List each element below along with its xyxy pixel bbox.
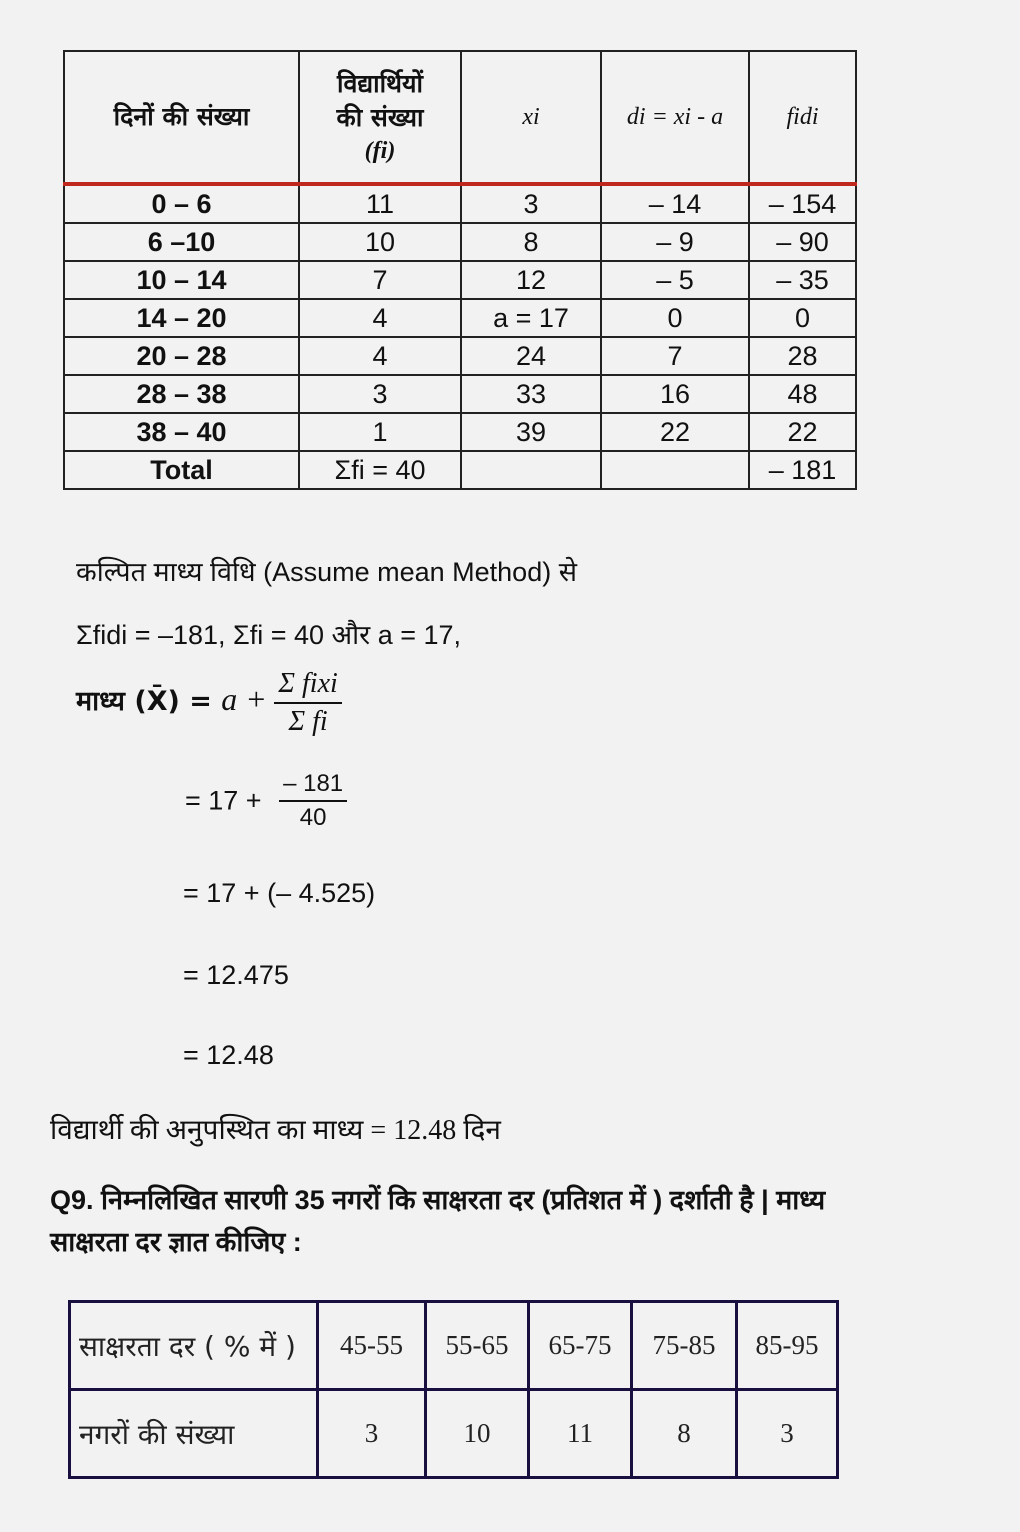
cell-total-di: [601, 451, 749, 489]
cell-xi: 3: [461, 184, 601, 223]
cell-range: 85-95: [737, 1302, 838, 1390]
cell-fi: 4: [299, 337, 461, 375]
header-days: दिनों की संख्या: [64, 51, 299, 184]
step1-numerator: – 181: [279, 770, 347, 802]
mean-fraction: [274, 668, 341, 738]
cell-range: 20 – 28: [64, 337, 299, 375]
cell-range: 75-85: [632, 1302, 737, 1390]
cell-count: 3: [318, 1390, 426, 1478]
cell-fi: 1: [299, 413, 461, 451]
cell-count: 10: [426, 1390, 529, 1478]
cell-xi: a = 17: [461, 299, 601, 337]
question-line-1: Q9. निम्नलिखित सारणी 35 नगरों कि साक्षरता दर (प्रतिशत में ) दर्शाती है | माध्य: [50, 1185, 826, 1215]
table-row: [64, 261, 856, 299]
cell-di: 22: [601, 413, 749, 451]
mean-a: a +: [221, 681, 267, 718]
header-students: विद्यार्थियों की संख्या (fi): [299, 51, 461, 184]
cell-di: 0: [601, 299, 749, 337]
cell-range: 38 – 40: [64, 413, 299, 451]
step-4: = 12.48: [183, 1040, 274, 1070]
step1-fraction: [279, 770, 347, 832]
cell-fidi: 28: [749, 337, 856, 375]
cell-di: 16: [601, 375, 749, 413]
cell-fidi: – 90: [749, 223, 856, 261]
cell-fidi: – 154: [749, 184, 856, 223]
cell-total-label: Total: [64, 451, 299, 489]
row-label-city-count: नगरों की संख्या: [70, 1390, 318, 1478]
table-row: [64, 184, 856, 223]
cell-di: – 9: [601, 223, 749, 261]
cell-xi: 24: [461, 337, 601, 375]
cell-range: 0 – 6: [64, 184, 299, 223]
cell-fidi: 22: [749, 413, 856, 451]
cell-xi: 8: [461, 223, 601, 261]
cell-range: 55-65: [426, 1302, 529, 1390]
frequency-table: [63, 50, 857, 490]
cell-total-fidi: – 181: [749, 451, 856, 489]
header-xi: xi: [461, 51, 601, 184]
cell-range: 14 – 20: [64, 299, 299, 337]
header-fidi: fidi: [749, 51, 856, 184]
question-line-2: साक्षरता दर ज्ञात कीजिए :: [50, 1227, 302, 1257]
cell-di: 7: [601, 337, 749, 375]
cell-fi: 11: [299, 184, 461, 223]
step-3: = 12.475: [183, 960, 289, 990]
cell-di: – 5: [601, 261, 749, 299]
literacy-table: [68, 1300, 839, 1479]
header-di: di = xi - a: [601, 51, 749, 184]
cell-di: – 14: [601, 184, 749, 223]
conclusion-line: विद्यार्थी की अनुपस्थित का माध्य = 12.48 दिन: [50, 1115, 501, 1146]
table-row: [64, 223, 856, 261]
cell-xi: 12: [461, 261, 601, 299]
cell-range: 45-55: [318, 1302, 426, 1390]
step-1: = 17 + $\frac{- 181}{40}$: [185, 770, 347, 832]
step-2: = 17 + (– 4.525): [183, 878, 376, 908]
cell-total-xi: [461, 451, 601, 489]
cell-fidi: 0: [749, 299, 856, 337]
cell-fi: 3: [299, 375, 461, 413]
table-row: [64, 337, 856, 375]
table-total-row: [64, 451, 856, 489]
method-line: कल्पित माध्य विधि (Assume mean Method) से: [76, 557, 577, 587]
cell-range: 10 – 14: [64, 261, 299, 299]
cell-fi: 10: [299, 223, 461, 261]
cell-range: 65-75: [529, 1302, 632, 1390]
table-row: [64, 299, 856, 337]
cell-xi: 39: [461, 413, 601, 451]
cell-count: 3: [737, 1390, 838, 1478]
cell-total-fi: Σfi = 40: [299, 451, 461, 489]
cell-fidi: – 35: [749, 261, 856, 299]
cell-count: 8: [632, 1390, 737, 1478]
table-row: [64, 375, 856, 413]
literacy-rate-row: [70, 1302, 838, 1390]
mean-numerator: Σ fixi: [274, 668, 341, 704]
cell-fi: 4: [299, 299, 461, 337]
mean-formula: [76, 668, 342, 738]
cell-count: 11: [529, 1390, 632, 1478]
cell-fi: 7: [299, 261, 461, 299]
cell-fidi: 48: [749, 375, 856, 413]
cell-range: 6 –10: [64, 223, 299, 261]
row-label-literacy-rate: साक्षरता दर ( % में ): [70, 1302, 318, 1390]
cell-xi: 33: [461, 375, 601, 413]
mean-label: माध्य (X̄) =: [76, 686, 222, 718]
sums-line: Σfidi = –181, Σfi = 40 और a = 17,: [76, 620, 462, 650]
table-header-row: [64, 51, 856, 184]
cell-range: 28 – 38: [64, 375, 299, 413]
step1-denominator: 40: [299, 804, 327, 831]
city-count-row: [70, 1390, 838, 1478]
mean-denominator: Σ fi: [288, 706, 328, 737]
table-row: [64, 413, 856, 451]
